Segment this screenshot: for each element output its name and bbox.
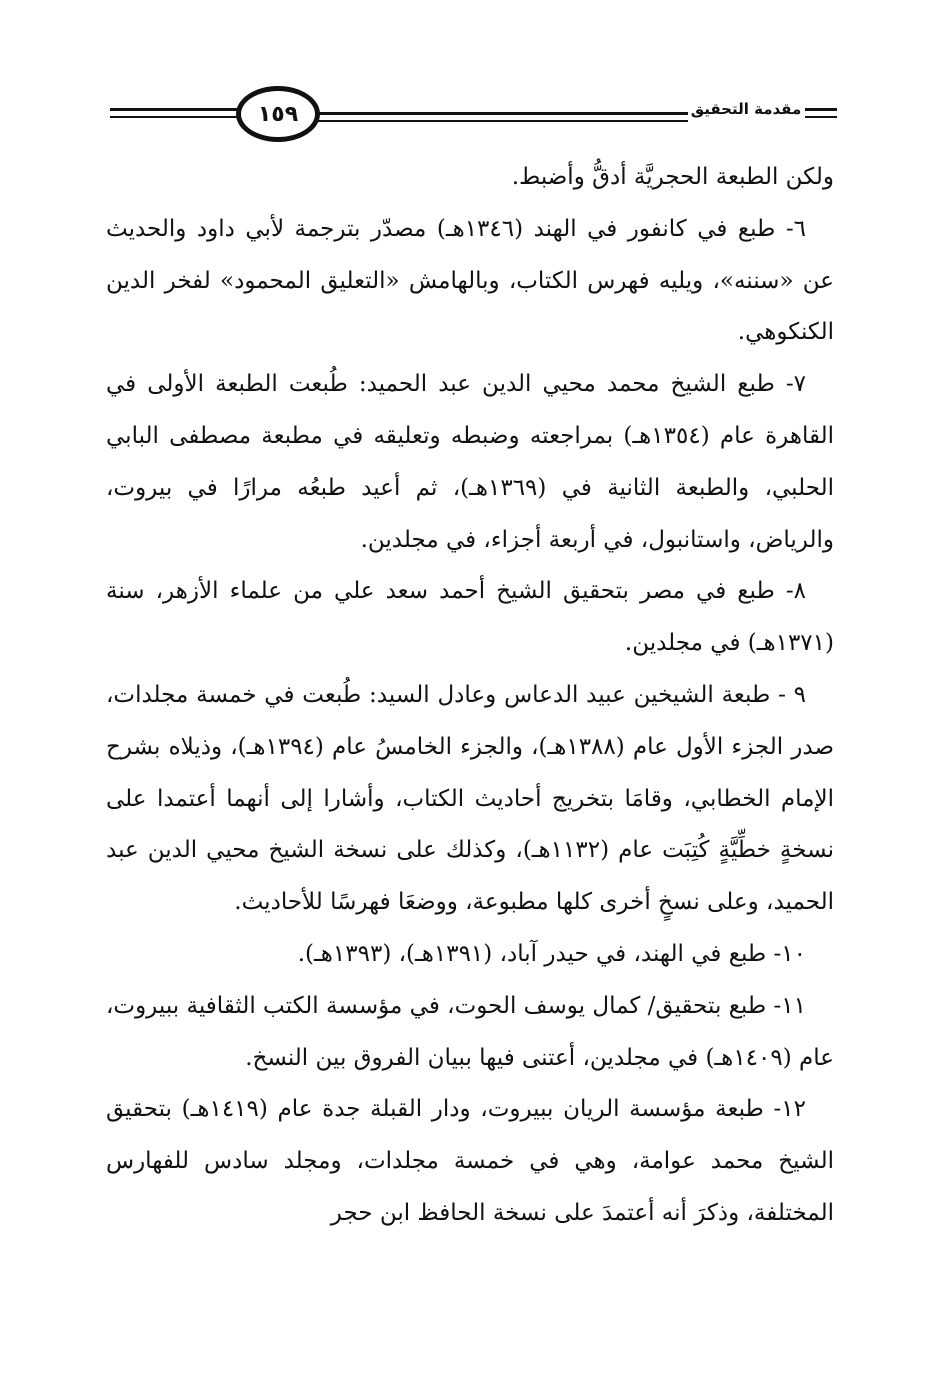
- paragraph-item-11: ١١- طبع بتحقيق/ كمال يوسف الحوت، في مؤسسة الكتب الثقافية ببيروت، عام (١٤٠٩هـ) في مجلدين، أعتنى فيها ببيان الفروق بين النسخ.: [106, 992, 834, 1071]
- paragraph-item-10: ١٠- طبع في الهند، في حيدر آباد، (١٣٩١هـ)، (١٣٩٣هـ).: [297, 940, 806, 967]
- header-rule-middle-thin: [318, 120, 688, 122]
- body-text: [106, 152, 834, 1240]
- header-rule-middle: [318, 112, 688, 115]
- paragraph-item-6: ٦- طبع في كانفور في الهند (١٣٤٦هـ) مصدّر بترجمة لأبي داود والحديث عن «سننه»، ويليه فهرس الكتاب، وبالهامش «التعليق المحمود» لفخر الدين الكنكوهي.: [106, 215, 834, 346]
- header-rule-right: [805, 108, 837, 111]
- page-number: ١٥٩: [257, 101, 299, 127]
- paragraph-item-9: ٩ - طبعة الشيخين عبيد الدعاس وعادل السيد: طُبعت في خمسة مجلدات، صدر الجزء الأول عام (١٣٨٨هـ)، والجزء الخامسُ عام (١٣٩٤هـ)، وذيلاه بشرح الإمام الخطابي، وقامَا بتخريج أحاديث الكتاب، وأشارا إلى أنهما أعتمدا على نسخةٍ خطِّيَّةٍ كُتِبَت عام (١١٣٢هـ)، وكذلك على نسخة الشيخ محيي الدين عبد الحميد، وعلى نسخٍ أخرى كلها مطبوعة، ووضعَا فهرسًا للأحاديث.: [106, 681, 835, 916]
- running-title: مقدمة التحقيق: [690, 100, 802, 118]
- paragraph-intro: ولكن الطبعة الحجريَّة أدقُّ وأضبط.: [511, 164, 834, 190]
- header-rule-left-thin: [110, 116, 238, 118]
- header-rule-left: [110, 108, 238, 111]
- paragraph-item-12: ١٢- طبعة مؤسسة الريان ببيروت، ودار القبلة جدة عام (١٤١٩هـ) بتحقيق الشيخ محمد عوامة، وهي في خمسة مجلدات، ومجلد سادس للفهارس المختلفة، وذكرَ أنه أعتمدَ على نسخة الحافظ ابن حجر: [106, 1096, 834, 1226]
- paragraph-item-8: ٨- طبع في مصر بتحقيق الشيخ أحمد سعد علي من علماء الأزهر، سنة (١٣٧١هـ) في مجلدين.: [106, 578, 834, 657]
- page-number-badge: [236, 86, 320, 142]
- page-header: [100, 84, 840, 148]
- header-rule-right-thin: [805, 116, 837, 118]
- paragraph-item-7: ٧- طبع الشيخ محمد محيي الدين عبد الحميد: طُبعت الطبعة الأولى في القاهرة عام (١٣٥٤هـ) بمراجعته وضبطه وتعليقه في مطبعة مصطفى البابي الحلبي، والطبعة الثانية في (١٣٦٩هـ)، ثم أعيد طبعُه مرارًا في بيروت، والرياض، واستانبول، في أربعة أجزاء، في مجلدين.: [106, 371, 834, 553]
